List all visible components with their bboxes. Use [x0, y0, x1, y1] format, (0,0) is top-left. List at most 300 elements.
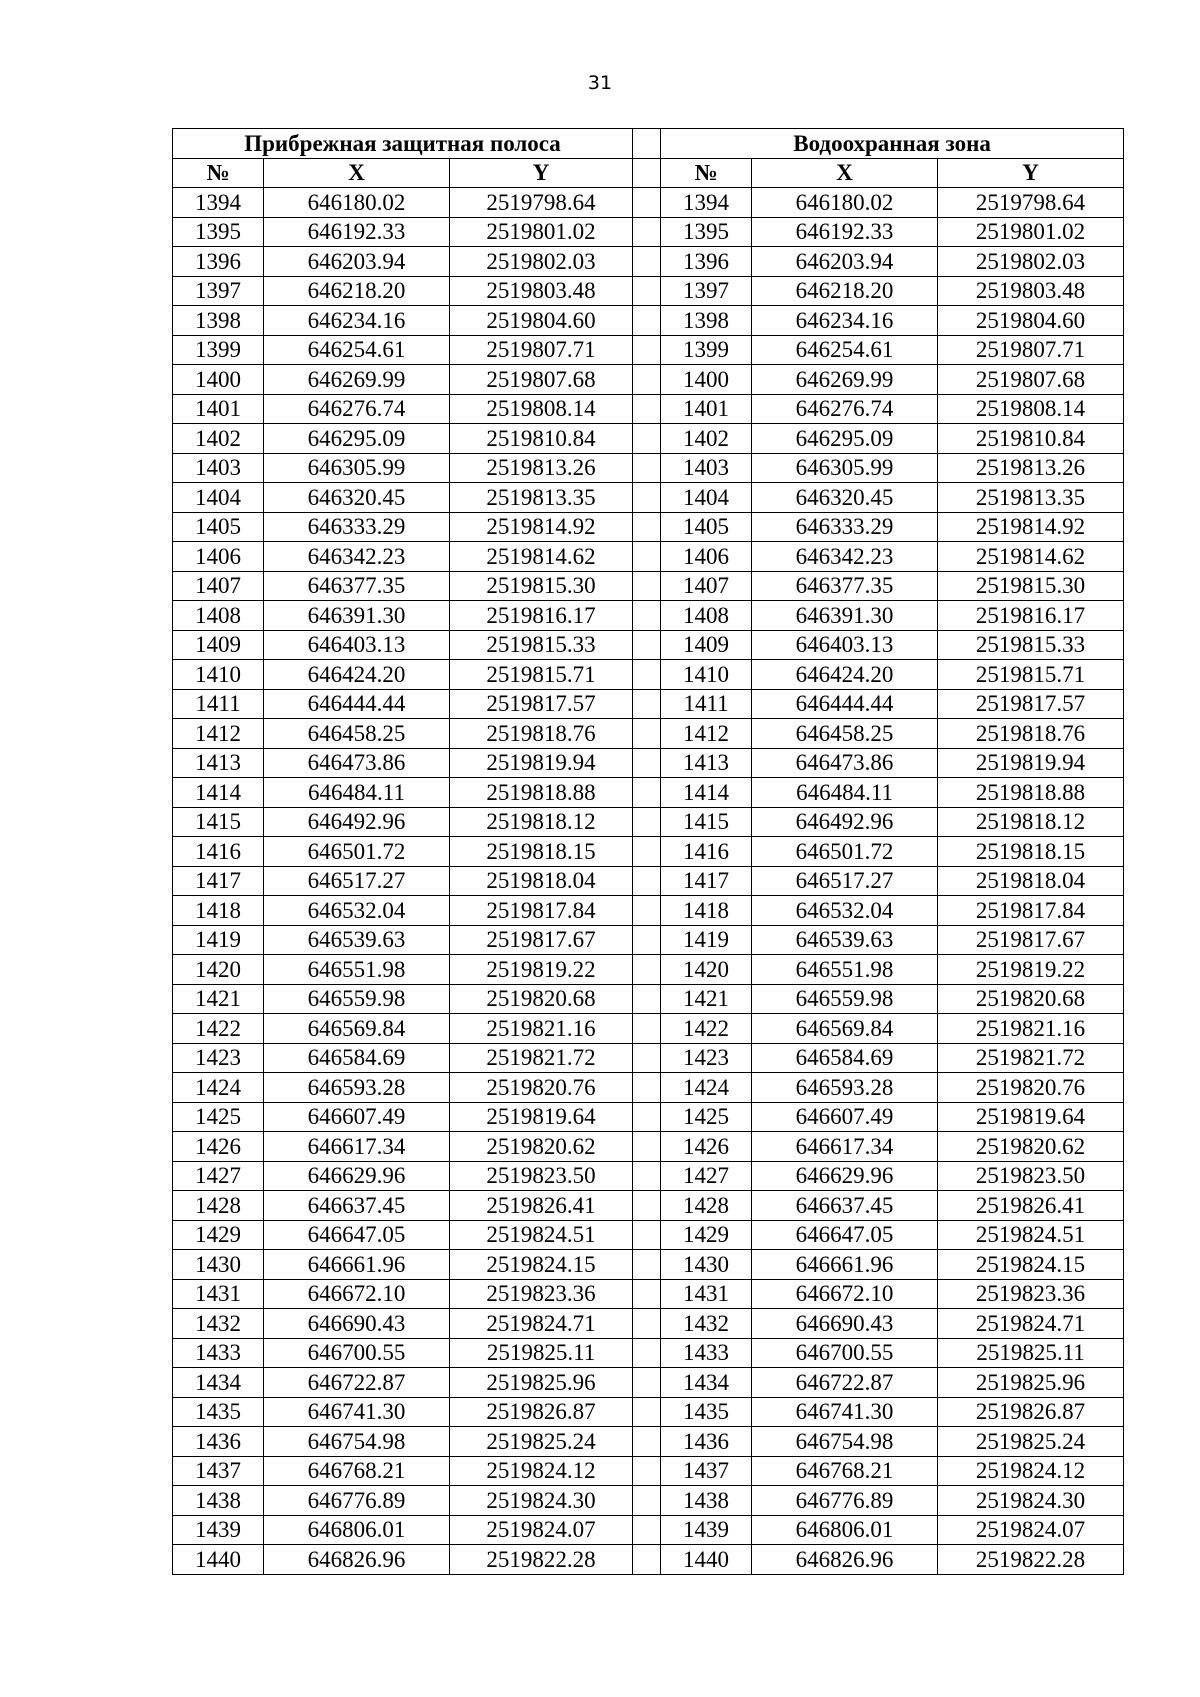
- left-y-cell: 2519821.72: [450, 1043, 633, 1073]
- left-x-cell: 646826.96: [264, 1545, 450, 1575]
- left-y-cell: 2519813.35: [450, 483, 633, 513]
- column-gap: [633, 188, 661, 218]
- column-gap: [633, 837, 661, 867]
- column-gap: [633, 807, 661, 837]
- table-row: [173, 217, 1124, 247]
- column-gap: [633, 1338, 661, 1368]
- right-y-cell: 2519820.76: [938, 1073, 1124, 1103]
- left-x-cell: 646551.98: [264, 955, 450, 985]
- left-num-cell: 1428: [173, 1191, 264, 1221]
- right-num-cell: 1434: [661, 1368, 752, 1398]
- left-num-cell: 1419: [173, 925, 264, 955]
- right-y-cell: 2519810.84: [938, 424, 1124, 454]
- right-y-cell: 2519825.24: [938, 1427, 1124, 1457]
- left-x-cell: 646722.87: [264, 1368, 450, 1398]
- left-y-cell: 2519824.71: [450, 1309, 633, 1339]
- left-y-cell: 2519825.96: [450, 1368, 633, 1398]
- right-num-cell: 1420: [661, 955, 752, 985]
- right-x-cell: 646444.44: [752, 689, 938, 719]
- column-gap: [633, 896, 661, 926]
- right-x-cell: 646203.94: [752, 247, 938, 277]
- table-row: [173, 1043, 1124, 1073]
- right-y-cell: 2519804.60: [938, 306, 1124, 336]
- right-y-header: Y: [938, 158, 1124, 188]
- right-x-cell: 646492.96: [752, 807, 938, 837]
- table-row: [173, 1338, 1124, 1368]
- right-x-cell: 646391.30: [752, 601, 938, 631]
- table-row: [173, 778, 1124, 808]
- right-num-cell: 1410: [661, 660, 752, 690]
- right-y-cell: 2519820.62: [938, 1132, 1124, 1162]
- right-x-cell: 646584.69: [752, 1043, 938, 1073]
- table-row: [173, 1545, 1124, 1575]
- left-num-cell: 1403: [173, 453, 264, 483]
- left-x-cell: 646305.99: [264, 453, 450, 483]
- table-row: [173, 660, 1124, 690]
- right-num-cell: 1438: [661, 1486, 752, 1516]
- left-x-cell: 646532.04: [264, 896, 450, 926]
- table-row: [173, 630, 1124, 660]
- left-x-cell: 646444.44: [264, 689, 450, 719]
- column-gap: [633, 1368, 661, 1398]
- right-num-cell: 1409: [661, 630, 752, 660]
- right-y-cell: 2519815.30: [938, 571, 1124, 601]
- right-y-cell: 2519820.68: [938, 984, 1124, 1014]
- left-x-cell: 646629.96: [264, 1161, 450, 1191]
- right-x-cell: 646192.33: [752, 217, 938, 247]
- left-y-cell: 2519816.17: [450, 601, 633, 631]
- table-row: [173, 1191, 1124, 1221]
- right-num-cell: 1401: [661, 394, 752, 424]
- left-x-cell: 646458.25: [264, 719, 450, 749]
- right-x-cell: 646551.98: [752, 955, 938, 985]
- right-x-cell: 646180.02: [752, 188, 938, 218]
- left-y-cell: 2519824.07: [450, 1515, 633, 1545]
- right-num-header: №: [661, 158, 752, 188]
- left-y-cell: 2519804.60: [450, 306, 633, 336]
- right-num-cell: 1436: [661, 1427, 752, 1457]
- left-x-cell: 646377.35: [264, 571, 450, 601]
- right-x-cell: 646501.72: [752, 837, 938, 867]
- left-num-cell: 1394: [173, 188, 264, 218]
- table-row: [173, 1279, 1124, 1309]
- right-y-cell: 2519807.68: [938, 365, 1124, 395]
- left-x-cell: 646776.89: [264, 1486, 450, 1516]
- left-num-cell: 1415: [173, 807, 264, 837]
- left-y-cell: 2519820.62: [450, 1132, 633, 1162]
- column-gap: [633, 601, 661, 631]
- left-num-cell: 1429: [173, 1220, 264, 1250]
- right-y-cell: 2519798.64: [938, 188, 1124, 218]
- table-row: [173, 1427, 1124, 1457]
- right-num-cell: 1417: [661, 866, 752, 896]
- column-gap: [633, 1427, 661, 1457]
- right-x-cell: 646569.84: [752, 1014, 938, 1044]
- table-row: [173, 335, 1124, 365]
- right-x-cell: 646617.34: [752, 1132, 938, 1162]
- left-x-cell: 646607.49: [264, 1102, 450, 1132]
- left-num-cell: 1426: [173, 1132, 264, 1162]
- right-num-cell: 1412: [661, 719, 752, 749]
- right-y-cell: 2519818.04: [938, 866, 1124, 896]
- left-x-cell: 646192.33: [264, 217, 450, 247]
- left-y-cell: 2519819.64: [450, 1102, 633, 1132]
- right-y-cell: 2519803.48: [938, 276, 1124, 306]
- left-num-cell: 1424: [173, 1073, 264, 1103]
- right-x-cell: 646700.55: [752, 1338, 938, 1368]
- right-y-cell: 2519815.71: [938, 660, 1124, 690]
- left-num-cell: 1431: [173, 1279, 264, 1309]
- right-y-cell: 2519813.26: [938, 453, 1124, 483]
- column-gap: [633, 1397, 661, 1427]
- column-gap: [633, 866, 661, 896]
- left-y-cell: 2519819.94: [450, 748, 633, 778]
- left-x-cell: 646672.10: [264, 1279, 450, 1309]
- right-num-cell: 1433: [661, 1338, 752, 1368]
- column-gap: [633, 394, 661, 424]
- coordinates-table: [172, 128, 1124, 1575]
- right-num-cell: 1413: [661, 748, 752, 778]
- left-y-cell: 2519798.64: [450, 188, 633, 218]
- right-y-cell: 2519821.72: [938, 1043, 1124, 1073]
- table-row: [173, 601, 1124, 631]
- left-y-cell: 2519817.67: [450, 925, 633, 955]
- left-y-cell: 2519810.84: [450, 424, 633, 454]
- right-y-cell: 2519819.94: [938, 748, 1124, 778]
- column-gap: [633, 1250, 661, 1280]
- left-x-cell: 646234.16: [264, 306, 450, 336]
- table-row: [173, 984, 1124, 1014]
- column-gap: [633, 247, 661, 277]
- left-y-cell: 2519820.68: [450, 984, 633, 1014]
- left-x-cell: 646276.74: [264, 394, 450, 424]
- right-num-cell: 1400: [661, 365, 752, 395]
- left-num-cell: 1404: [173, 483, 264, 513]
- right-y-cell: 2519824.15: [938, 1250, 1124, 1280]
- table-row: [173, 394, 1124, 424]
- right-x-cell: 646424.20: [752, 660, 938, 690]
- table-row: [173, 1102, 1124, 1132]
- left-x-cell: 646203.94: [264, 247, 450, 277]
- left-num-cell: 1432: [173, 1309, 264, 1339]
- left-x-cell: 646218.20: [264, 276, 450, 306]
- table-row: [173, 1397, 1124, 1427]
- right-y-cell: 2519826.87: [938, 1397, 1124, 1427]
- column-gap: [633, 955, 661, 985]
- right-num-cell: 1404: [661, 483, 752, 513]
- right-y-cell: 2519817.57: [938, 689, 1124, 719]
- left-y-cell: 2519825.11: [450, 1338, 633, 1368]
- right-y-cell: 2519819.22: [938, 955, 1124, 985]
- left-x-cell: 646391.30: [264, 601, 450, 631]
- table-row: [173, 306, 1124, 336]
- right-x-cell: 646254.61: [752, 335, 938, 365]
- right-y-cell: 2519825.96: [938, 1368, 1124, 1398]
- table-row: [173, 1250, 1124, 1280]
- right-y-cell: 2519824.51: [938, 1220, 1124, 1250]
- left-y-cell: 2519814.92: [450, 512, 633, 542]
- left-num-cell: 1402: [173, 424, 264, 454]
- table-body: [173, 188, 1124, 1575]
- right-num-cell: 1425: [661, 1102, 752, 1132]
- right-x-cell: 646768.21: [752, 1456, 938, 1486]
- left-y-cell: 2519815.30: [450, 571, 633, 601]
- right-num-cell: 1402: [661, 424, 752, 454]
- left-x-cell: 646342.23: [264, 542, 450, 572]
- left-y-cell: 2519823.36: [450, 1279, 633, 1309]
- right-x-cell: 646593.28: [752, 1073, 938, 1103]
- table-row: [173, 807, 1124, 837]
- left-x-cell: 646806.01: [264, 1515, 450, 1545]
- table-row: [173, 276, 1124, 306]
- right-y-cell: 2519802.03: [938, 247, 1124, 277]
- left-y-cell: 2519818.04: [450, 866, 633, 896]
- right-x-cell: 646517.27: [752, 866, 938, 896]
- left-x-cell: 646584.69: [264, 1043, 450, 1073]
- right-y-cell: 2519823.36: [938, 1279, 1124, 1309]
- left-x-header: X: [264, 158, 450, 188]
- right-y-cell: 2519814.62: [938, 542, 1124, 572]
- left-num-cell: 1438: [173, 1486, 264, 1516]
- left-num-cell: 1397: [173, 276, 264, 306]
- table-row: [173, 925, 1124, 955]
- table-row: [173, 1486, 1124, 1516]
- right-num-cell: 1422: [661, 1014, 752, 1044]
- table-row: [173, 1368, 1124, 1398]
- right-x-cell: 646661.96: [752, 1250, 938, 1280]
- column-gap: [633, 1545, 661, 1575]
- left-num-cell: 1427: [173, 1161, 264, 1191]
- table-row: [173, 542, 1124, 572]
- column-gap: [633, 984, 661, 1014]
- right-num-cell: 1407: [661, 571, 752, 601]
- column-gap: [633, 1515, 661, 1545]
- left-y-cell: 2519807.68: [450, 365, 633, 395]
- left-num-cell: 1422: [173, 1014, 264, 1044]
- left-x-cell: 646637.45: [264, 1191, 450, 1221]
- left-num-cell: 1409: [173, 630, 264, 660]
- right-x-cell: 646234.16: [752, 306, 938, 336]
- left-num-cell: 1433: [173, 1338, 264, 1368]
- left-y-cell: 2519814.62: [450, 542, 633, 572]
- left-x-cell: 646768.21: [264, 1456, 450, 1486]
- column-gap: [633, 276, 661, 306]
- right-x-cell: 646458.25: [752, 719, 938, 749]
- left-y-cell: 2519808.14: [450, 394, 633, 424]
- table-row: [173, 1456, 1124, 1486]
- right-num-cell: 1430: [661, 1250, 752, 1280]
- right-y-cell: 2519813.35: [938, 483, 1124, 513]
- left-y-cell: 2519803.48: [450, 276, 633, 306]
- table-row: [173, 1161, 1124, 1191]
- right-y-cell: 2519817.84: [938, 896, 1124, 926]
- column-gap: [633, 1043, 661, 1073]
- left-x-cell: 646492.96: [264, 807, 450, 837]
- table-row: [173, 453, 1124, 483]
- left-x-cell: 646403.13: [264, 630, 450, 660]
- left-y-cell: 2519824.51: [450, 1220, 633, 1250]
- table-row: [173, 866, 1124, 896]
- column-gap: [633, 1309, 661, 1339]
- left-num-cell: 1401: [173, 394, 264, 424]
- table-row: [173, 719, 1124, 749]
- column-gap: [633, 571, 661, 601]
- right-x-cell: 646269.99: [752, 365, 938, 395]
- left-num-cell: 1398: [173, 306, 264, 336]
- left-y-cell: 2519802.03: [450, 247, 633, 277]
- column-gap: [633, 365, 661, 395]
- left-y-cell: 2519815.71: [450, 660, 633, 690]
- right-num-cell: 1405: [661, 512, 752, 542]
- column-gap: [633, 660, 661, 690]
- right-x-cell: 646690.43: [752, 1309, 938, 1339]
- right-num-cell: 1399: [661, 335, 752, 365]
- left-x-cell: 646269.99: [264, 365, 450, 395]
- left-num-cell: 1412: [173, 719, 264, 749]
- table-row: [173, 748, 1124, 778]
- column-gap: [633, 1486, 661, 1516]
- right-y-cell: 2519808.14: [938, 394, 1124, 424]
- left-num-cell: 1400: [173, 365, 264, 395]
- left-num-header: №: [173, 158, 264, 188]
- left-x-cell: 646593.28: [264, 1073, 450, 1103]
- right-x-cell: 646722.87: [752, 1368, 938, 1398]
- right-x-cell: 646484.11: [752, 778, 938, 808]
- column-gap: [633, 542, 661, 572]
- left-x-cell: 646484.11: [264, 778, 450, 808]
- column-gap: [633, 453, 661, 483]
- left-y-cell: 2519817.57: [450, 689, 633, 719]
- column-gap: [633, 1161, 661, 1191]
- right-num-cell: 1423: [661, 1043, 752, 1073]
- right-x-cell: 646539.63: [752, 925, 938, 955]
- right-x-cell: 646629.96: [752, 1161, 938, 1191]
- left-num-cell: 1407: [173, 571, 264, 601]
- left-num-cell: 1405: [173, 512, 264, 542]
- right-num-cell: 1439: [661, 1515, 752, 1545]
- column-gap: [633, 512, 661, 542]
- left-y-cell: 2519822.28: [450, 1545, 633, 1575]
- table-row: [173, 1073, 1124, 1103]
- left-y-cell: 2519818.12: [450, 807, 633, 837]
- left-num-cell: 1414: [173, 778, 264, 808]
- left-x-cell: 646473.86: [264, 748, 450, 778]
- left-x-cell: 646180.02: [264, 188, 450, 218]
- right-y-cell: 2519816.17: [938, 601, 1124, 631]
- right-x-cell: 646305.99: [752, 453, 938, 483]
- right-num-cell: 1440: [661, 1545, 752, 1575]
- column-gap: [633, 158, 661, 188]
- right-x-cell: 646647.05: [752, 1220, 938, 1250]
- right-x-cell: 646776.89: [752, 1486, 938, 1516]
- right-x-cell: 646218.20: [752, 276, 938, 306]
- right-y-cell: 2519818.88: [938, 778, 1124, 808]
- right-y-cell: 2519824.07: [938, 1515, 1124, 1545]
- left-y-cell: 2519821.16: [450, 1014, 633, 1044]
- right-num-cell: 1415: [661, 807, 752, 837]
- column-gap: [633, 1102, 661, 1132]
- left-x-cell: 646754.98: [264, 1427, 450, 1457]
- table-row: [173, 689, 1124, 719]
- left-num-cell: 1420: [173, 955, 264, 985]
- table-row: [173, 896, 1124, 926]
- right-x-header: X: [752, 158, 938, 188]
- column-gap: [633, 925, 661, 955]
- right-x-cell: 646403.13: [752, 630, 938, 660]
- right-num-cell: 1421: [661, 984, 752, 1014]
- right-num-cell: 1418: [661, 896, 752, 926]
- right-num-cell: 1396: [661, 247, 752, 277]
- left-y-cell: 2519819.22: [450, 955, 633, 985]
- left-y-cell: 2519826.87: [450, 1397, 633, 1427]
- section-header-row: [173, 129, 1124, 159]
- left-num-cell: 1416: [173, 837, 264, 867]
- left-x-cell: 646517.27: [264, 866, 450, 896]
- left-y-cell: 2519823.50: [450, 1161, 633, 1191]
- right-num-cell: 1424: [661, 1073, 752, 1103]
- right-num-cell: 1395: [661, 217, 752, 247]
- left-x-cell: 646617.34: [264, 1132, 450, 1162]
- left-x-cell: 646647.05: [264, 1220, 450, 1250]
- right-x-cell: 646637.45: [752, 1191, 938, 1221]
- column-gap: [633, 719, 661, 749]
- right-y-cell: 2519815.33: [938, 630, 1124, 660]
- left-num-cell: 1439: [173, 1515, 264, 1545]
- right-y-cell: 2519819.64: [938, 1102, 1124, 1132]
- right-num-cell: 1431: [661, 1279, 752, 1309]
- left-y-header: Y: [450, 158, 633, 188]
- left-y-cell: 2519820.76: [450, 1073, 633, 1103]
- left-num-cell: 1395: [173, 217, 264, 247]
- left-num-cell: 1425: [173, 1102, 264, 1132]
- right-y-cell: 2519824.30: [938, 1486, 1124, 1516]
- column-gap: [633, 1279, 661, 1309]
- column-gap: [633, 306, 661, 336]
- right-y-cell: 2519825.11: [938, 1338, 1124, 1368]
- right-num-cell: 1426: [661, 1132, 752, 1162]
- left-num-cell: 1408: [173, 601, 264, 631]
- left-y-cell: 2519826.41: [450, 1191, 633, 1221]
- right-y-cell: 2519814.92: [938, 512, 1124, 542]
- right-x-cell: 646473.86: [752, 748, 938, 778]
- left-x-cell: 646501.72: [264, 837, 450, 867]
- left-num-cell: 1399: [173, 335, 264, 365]
- column-gap: [633, 424, 661, 454]
- right-num-cell: 1429: [661, 1220, 752, 1250]
- right-num-cell: 1394: [661, 188, 752, 218]
- table-row: [173, 1515, 1124, 1545]
- table-row: [173, 1220, 1124, 1250]
- right-y-cell: 2519826.41: [938, 1191, 1124, 1221]
- left-x-cell: 646424.20: [264, 660, 450, 690]
- column-gap: [633, 778, 661, 808]
- left-num-cell: 1435: [173, 1397, 264, 1427]
- column-gap: [633, 630, 661, 660]
- right-num-cell: 1406: [661, 542, 752, 572]
- left-y-cell: 2519818.15: [450, 837, 633, 867]
- right-x-cell: 646672.10: [752, 1279, 938, 1309]
- left-x-cell: 646661.96: [264, 1250, 450, 1280]
- left-num-cell: 1410: [173, 660, 264, 690]
- column-gap: [633, 1132, 661, 1162]
- left-y-cell: 2519807.71: [450, 335, 633, 365]
- right-y-cell: 2519822.28: [938, 1545, 1124, 1575]
- left-num-cell: 1413: [173, 748, 264, 778]
- left-num-cell: 1423: [173, 1043, 264, 1073]
- table-row: [173, 247, 1124, 277]
- right-x-cell: 646741.30: [752, 1397, 938, 1427]
- right-x-cell: 646806.01: [752, 1515, 938, 1545]
